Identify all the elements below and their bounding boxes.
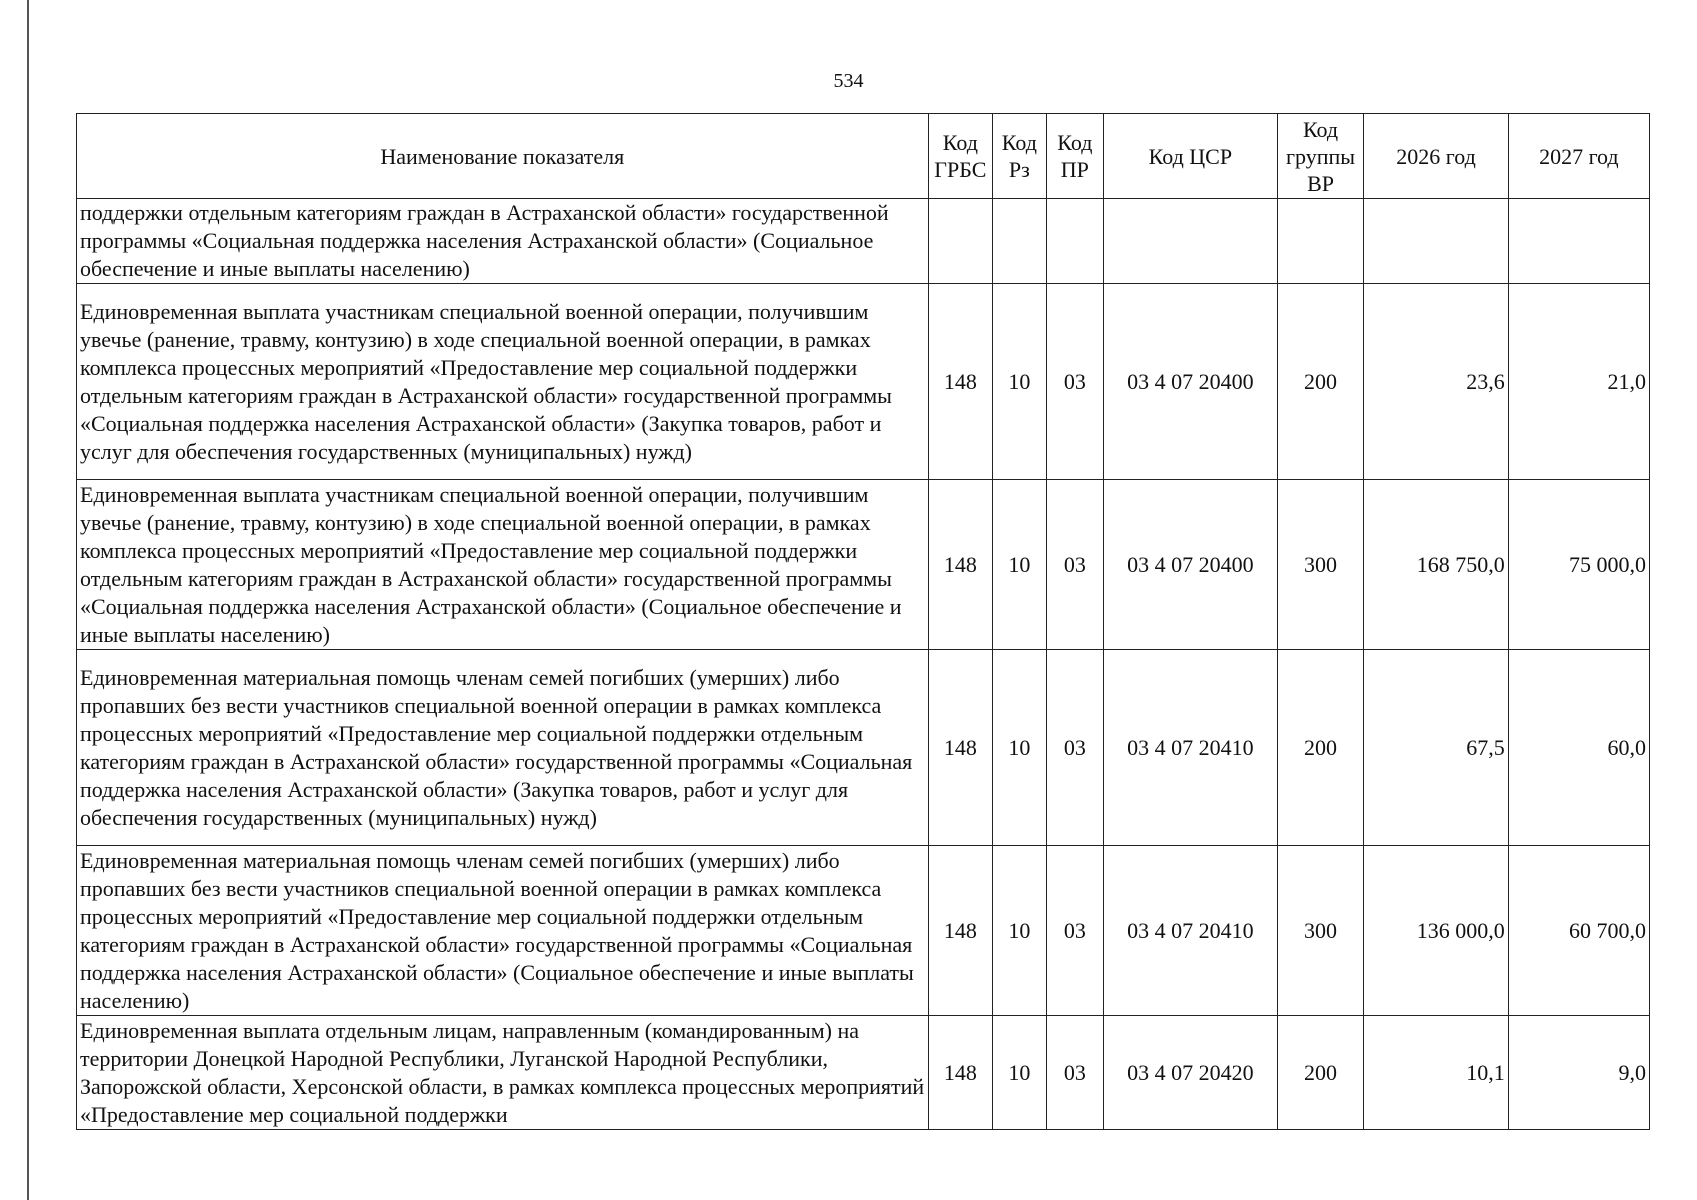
cell-2026: [1364, 199, 1508, 284]
header-csr: Код ЦСР: [1104, 114, 1278, 199]
cell-pr: 03: [1046, 650, 1104, 846]
cell-vr: 200: [1277, 1016, 1364, 1130]
cell-csr: 03 4 07 20400: [1104, 480, 1278, 650]
table-row: [77, 284, 1650, 480]
cell-vr: 200: [1277, 284, 1364, 480]
cell-csr: [1104, 199, 1278, 284]
table-row: [77, 846, 1650, 1016]
table-row: [77, 650, 1650, 846]
cell-grbs: 148: [928, 846, 993, 1016]
cell-2027: 60,0: [1508, 650, 1649, 846]
header-grbs: Код ГРБС: [928, 114, 993, 199]
cell-2027: 21,0: [1508, 284, 1649, 480]
budget-table: [76, 113, 1650, 1130]
cell-rz: [993, 199, 1046, 284]
cell-csr: 03 4 07 20400: [1104, 284, 1278, 480]
cell-csr: 03 4 07 20420: [1104, 1016, 1278, 1130]
cell-rz: 10: [993, 1016, 1046, 1130]
cell-grbs: 148: [928, 650, 993, 846]
cell-2026: 67,5: [1364, 650, 1508, 846]
cell-2026: 23,6: [1364, 284, 1508, 480]
cell-grbs: 148: [928, 480, 993, 650]
table-row: [77, 199, 1650, 284]
header-name: Наименование показателя: [77, 114, 929, 199]
cell-vr: 300: [1277, 846, 1364, 1016]
cell-2027: 75 000,0: [1508, 480, 1649, 650]
cell-rz: 10: [993, 846, 1046, 1016]
header-vr: Код группы ВР: [1277, 114, 1364, 199]
cell-rz: 10: [993, 284, 1046, 480]
page-number: 534: [833, 70, 864, 92]
cell-grbs: [928, 199, 993, 284]
cell-pr: 03: [1046, 480, 1104, 650]
cell-name: Единовременная выплата отдельным лицам, направленным (командированным) на территории Донецкой Народной Республики, Луганской Народной Республики, Запорожской области, Херсонской области, в рамках комплекса процессных мероприятий «Предоставление мер социальной поддержки: [77, 1016, 929, 1130]
cell-rz: 10: [993, 480, 1046, 650]
cell-grbs: 148: [928, 284, 993, 480]
cell-name: Единовременная выплата участникам специальной военной операции, получившим увечье (ранение, травму, контузию) в ходе специальной военной операции, в рамках комплекса процессных мероприятий «Предоставление мер социальной поддержки отдельным категориям граждан в Астраханской области» государственной программы «Социальная поддержка населения Астраханской области» (Социальное обеспечение и иные выплаты населению): [77, 480, 929, 650]
cell-grbs: 148: [928, 1016, 993, 1130]
table-row: [77, 1016, 1650, 1130]
header-2027: 2027 год: [1508, 114, 1649, 199]
cell-csr: 03 4 07 20410: [1104, 846, 1278, 1016]
cell-2026: 136 000,0: [1364, 846, 1508, 1016]
cell-2027: 60 700,0: [1508, 846, 1649, 1016]
cell-vr: 300: [1277, 480, 1364, 650]
cell-vr: 200: [1277, 650, 1364, 846]
cell-name: Единовременная материальная помощь членам семей погибших (умерших) либо пропавших без вести участников специальной военной операции в рамках комплекса процессных мероприятий «Предоставление мер социальной поддержки отдельным категориям граждан в Астраханской области» государственной программы «Социальная поддержка населения Астраханской области» (Закупка товаров, работ и услуг для обеспечения государственных (муниципальных) нужд): [77, 650, 929, 846]
cell-csr: 03 4 07 20410: [1104, 650, 1278, 846]
table-header-row: [77, 114, 1650, 199]
cell-pr: [1046, 199, 1104, 284]
cell-vr: [1277, 199, 1364, 284]
cell-name: поддержки отдельным категориям граждан в Астраханской области» государственной программы «Социальная поддержка населения Астраханской области» (Социальное обеспечение и иные выплаты населению): [77, 199, 929, 284]
cell-name: Единовременная материальная помощь членам семей погибших (умерших) либо пропавших без вести участников специальной военной операции в рамках комплекса процессных мероприятий «Предоставление мер социальной поддержки отдельным категориям граждан в Астраханской области» государственной программы «Социальная поддержка населения Астраханской области» (Социальное обеспечение и иные выплаты населению): [77, 846, 929, 1016]
cell-name: Единовременная выплата участникам специальной военной операции, получившим увечье (ранение, травму, контузию) в ходе специальной военной операции, в рамках комплекса процессных мероприятий «Предоставление мер социальной поддержки отдельным категориям граждан в Астраханской области» государственной программы «Социальная поддержка населения Астраханской области» (Закупка товаров, работ и услуг для обеспечения государственных (муниципальных) нужд): [77, 284, 929, 480]
cell-pr: 03: [1046, 846, 1104, 1016]
cell-pr: 03: [1046, 284, 1104, 480]
cell-2027: [1508, 199, 1649, 284]
cell-2027: 9,0: [1508, 1016, 1649, 1130]
cell-2026: 168 750,0: [1364, 480, 1508, 650]
cell-pr: 03: [1046, 1016, 1104, 1130]
table-row: [77, 480, 1650, 650]
header-pr: Код ПР: [1046, 114, 1104, 199]
header-2026: 2026 год: [1364, 114, 1508, 199]
binding-margin-line: [27, 0, 29, 1200]
cell-2026: 10,1: [1364, 1016, 1508, 1130]
cell-rz: 10: [993, 650, 1046, 846]
header-rz: Код Рз: [993, 114, 1046, 199]
